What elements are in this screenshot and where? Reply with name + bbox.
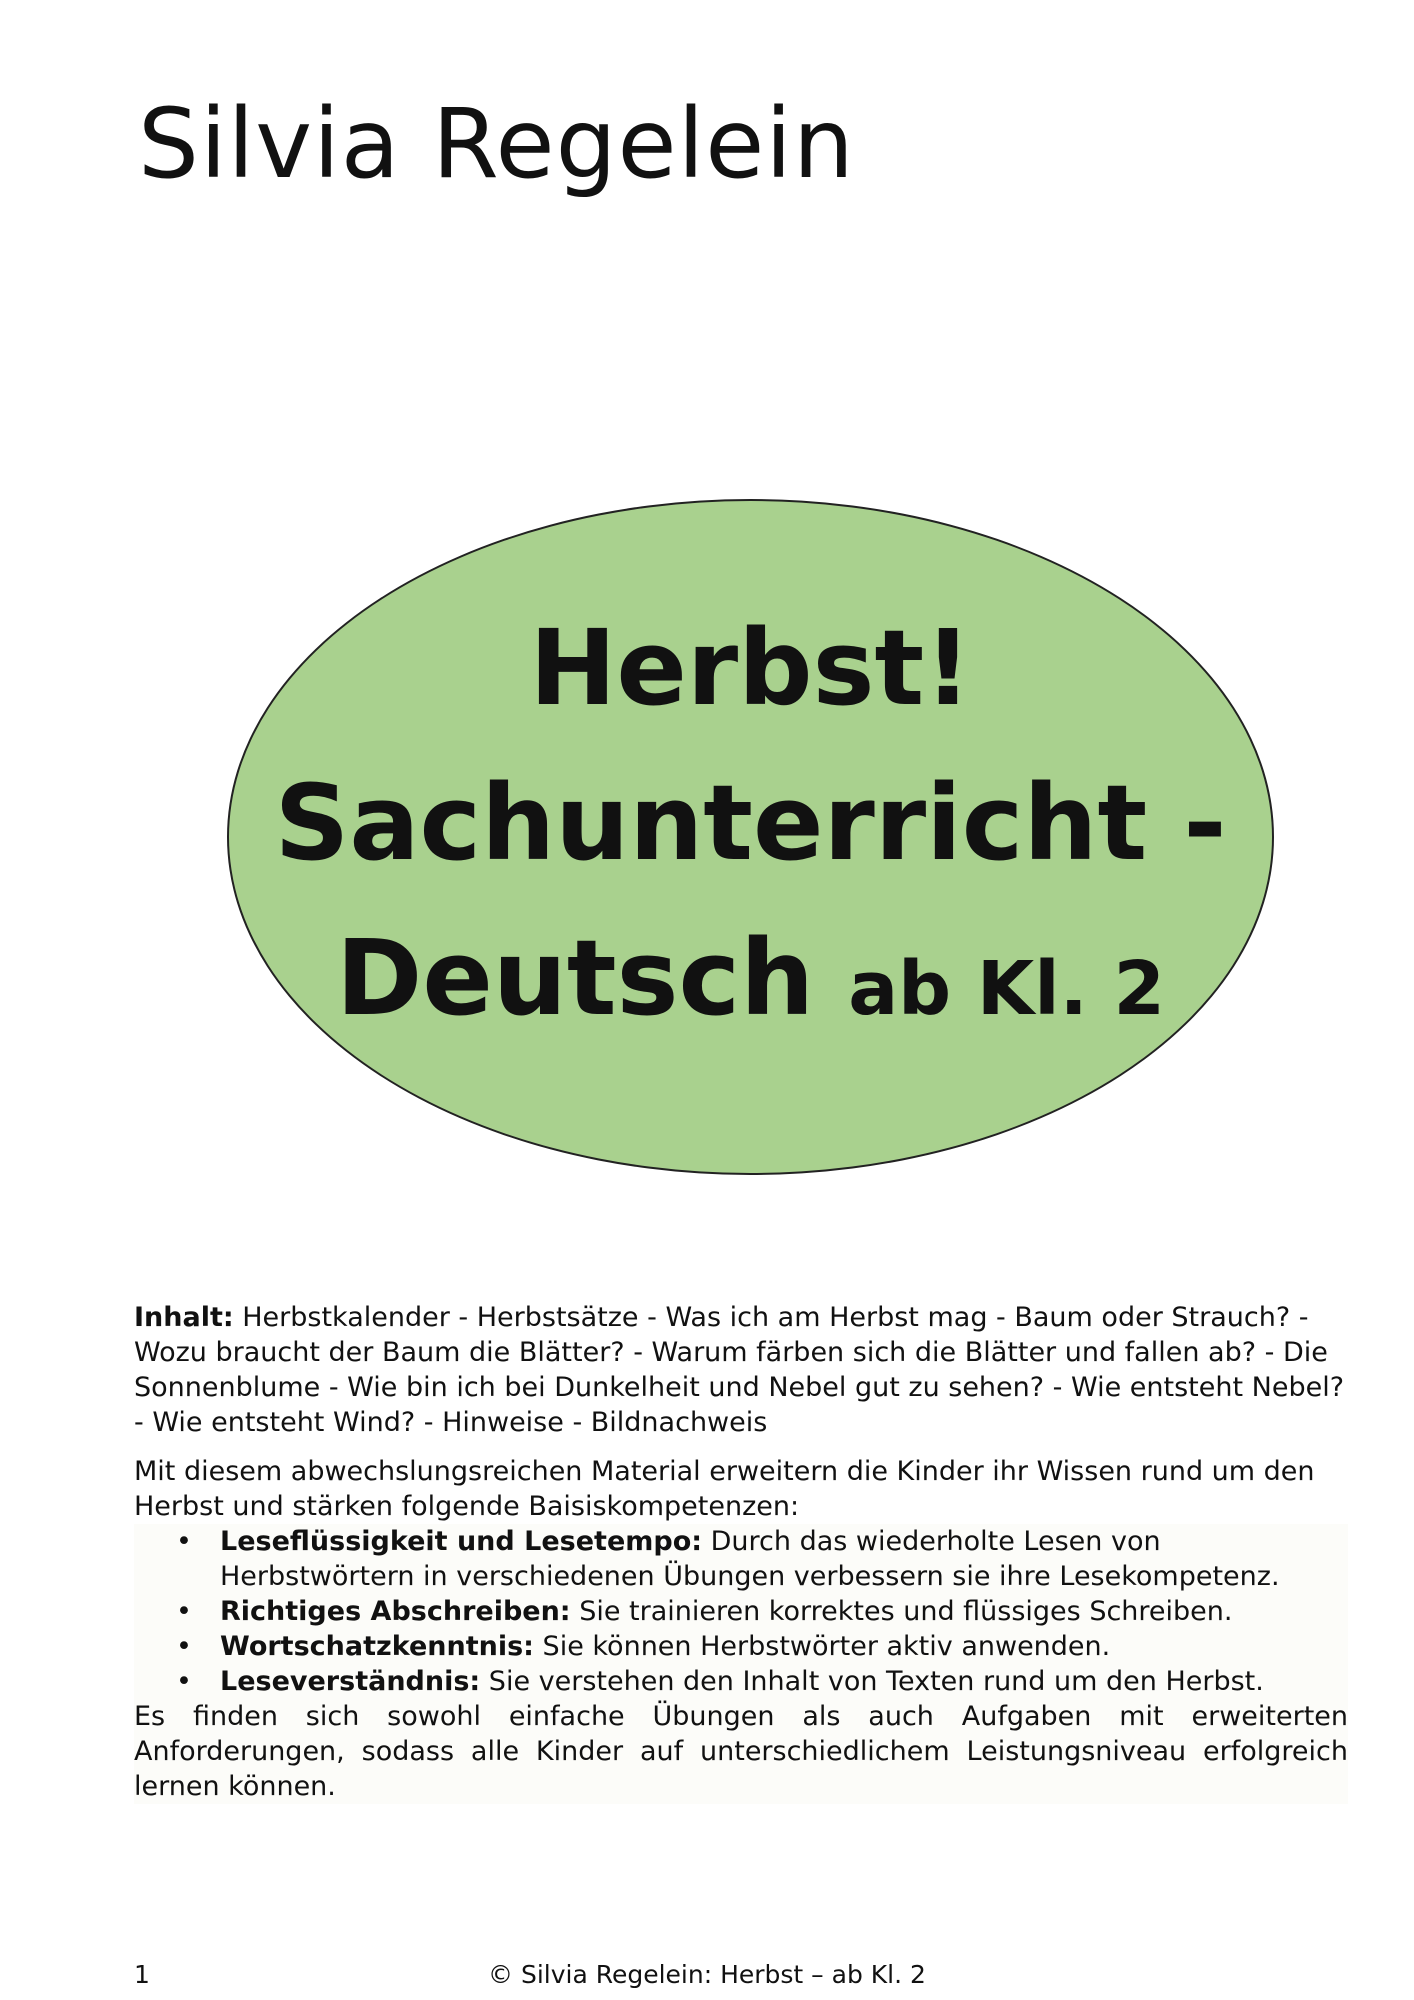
title-line-3 bbox=[227, 917, 1274, 1039]
skill-item bbox=[220, 1629, 1348, 1664]
skill-item bbox=[220, 1594, 1348, 1629]
title-subject: Deutsch bbox=[336, 917, 815, 1039]
content-text: Herbstkalender - Herbstsätze - Was ich am Herbst mag - Baum oder Strauch? - Wozu braucht der Baum die Blätter? - Warum färben sich die Blätter und fallen ab? - Die Sonnenblume - Wie bin ich bei Dunkelheit und Nebel gut zu sehen? - Wie entsteht Nebel? - Wie entsteht Wind? - Hinweise - Bildnachweis bbox=[134, 1302, 1345, 1438]
title-grade: ab Kl. 2 bbox=[848, 946, 1165, 1032]
footer-copyright: © Silvia Regelein: Herbst – ab Kl. 2 bbox=[488, 1960, 926, 1989]
intro-text: Mit diesem abwechslungsreichen Material erweitern die Kinder ihr Wissen rund um den Herbst und stärken folgende Baisiskompetenzen: bbox=[134, 1456, 1315, 1522]
skill-label: Leseflüssigkeit und Lesetempo: bbox=[220, 1526, 703, 1557]
title-line-1: Herbst! bbox=[529, 607, 972, 729]
author-name: Silvia Regelein bbox=[138, 88, 855, 200]
skill-text: Durch das wiederholte Lesen von Herbstwörtern in verschiedenen Übungen verbessern sie ihre Lesekompetenz. bbox=[220, 1526, 1280, 1592]
skill-label: Richtiges Abschreiben: bbox=[220, 1596, 571, 1627]
skill-item bbox=[220, 1524, 1348, 1594]
description bbox=[134, 1300, 1348, 1804]
skill-text: Sie verstehen den Inhalt von Texten rund um den Herbst. bbox=[480, 1666, 1264, 1697]
content-label: Inhalt: bbox=[134, 1302, 234, 1333]
page-number: 1 bbox=[134, 1960, 150, 1989]
skill-text: Sie können Herbstwörter aktiv anwenden. bbox=[533, 1631, 1111, 1662]
title-line-2: Sachunterricht - bbox=[274, 762, 1227, 884]
title-block bbox=[227, 499, 1274, 1175]
skills-list bbox=[134, 1524, 1348, 1699]
skill-text: Sie trainieren korrektes und flüssiges Schreiben. bbox=[570, 1596, 1233, 1627]
closing-text: Es finden sich sowohl einfache Übungen als auch Aufgaben mit erweiterten Anforderungen, sodass alle Kinder auf unterschiedlichem Leistungsniveau erfolgreich lernen können. bbox=[134, 1701, 1348, 1802]
content-summary bbox=[134, 1300, 1348, 1440]
skill-label: Wortschatzkenntnis: bbox=[220, 1631, 534, 1662]
skill-item bbox=[220, 1664, 1348, 1699]
skill-label: Leseverständnis: bbox=[220, 1666, 481, 1697]
